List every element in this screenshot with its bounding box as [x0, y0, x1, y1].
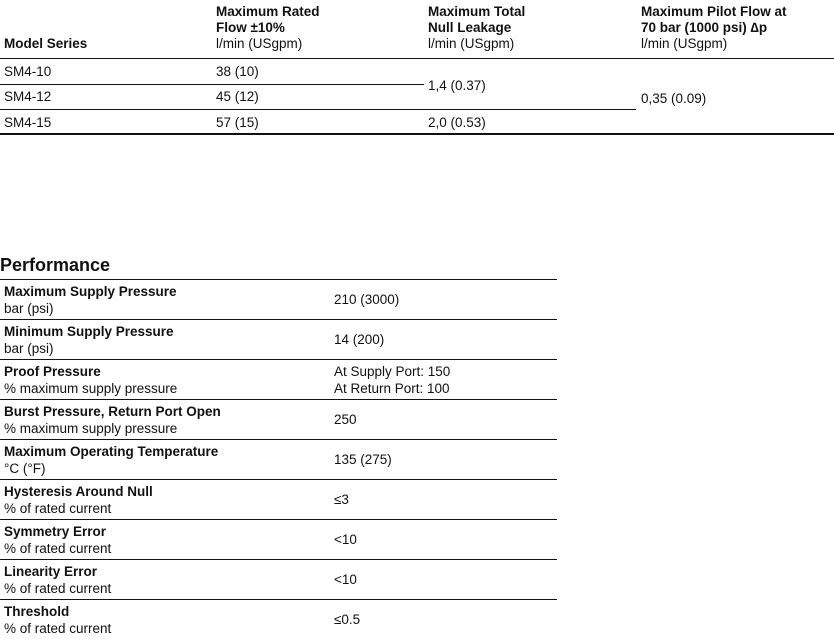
perf-row-value-supply-port: At Supply Port: 150: [334, 364, 451, 379]
header-null-leakage-unit: l/min (USgpm): [428, 36, 515, 51]
perf-row-name: Threshold: [4, 604, 70, 619]
perf-row-symmetry-error: [0, 519, 557, 559]
perf-row-unit: bar (psi): [4, 301, 54, 316]
perf-row-unit: bar (psi): [4, 341, 54, 356]
perf-row-value: <10: [334, 532, 357, 547]
row-rated-flow: 57 (15): [216, 115, 259, 130]
header-divider: [0, 58, 834, 59]
perf-row-unit: % of rated current: [4, 541, 112, 556]
perf-row-threshold: [0, 599, 557, 639]
header-null-leakage-line2: Null Leakage: [428, 20, 512, 35]
row-rated-flow: 38 (10): [216, 64, 259, 79]
header-pilot-flow-unit: l/min (USgpm): [641, 36, 728, 51]
perf-row-unit: % maximum supply pressure: [4, 421, 178, 436]
perf-row-proof-pressure: [0, 359, 557, 399]
perf-row-name: Hysteresis Around Null: [4, 484, 153, 499]
perf-row-hysteresis: [0, 479, 557, 519]
perf-row-name: Maximum Operating Temperature: [4, 444, 219, 459]
perf-row-value: ≤3: [334, 492, 349, 507]
perf-row-unit: % of rated current: [4, 581, 112, 596]
null-leakage-sm4-15-value: 2,0 (0.53): [428, 115, 486, 130]
perf-row-name: Linearity Error: [4, 564, 98, 579]
header-null-leakage-line1: Maximum Total: [428, 4, 526, 19]
perf-row-max-supply-pressure: [0, 279, 557, 319]
perf-row-value: 14 (200): [334, 332, 385, 347]
header-rated-flow-unit: l/min (USgpm): [216, 36, 303, 51]
perf-row-name: Burst Pressure, Return Port Open: [4, 404, 221, 419]
header-model-series: Model Series: [4, 36, 88, 51]
performance-title: Performance: [0, 255, 111, 275]
perf-row-value: 250: [334, 412, 357, 427]
row-model: SM4-10: [4, 64, 52, 79]
perf-row-value: <10: [334, 572, 357, 587]
perf-row-value-return-port: At Return Port: 100: [334, 381, 450, 396]
null-leakage-merged-value: 1,4 (0.37): [428, 78, 486, 93]
perf-row-min-supply-pressure: [0, 319, 557, 359]
header-pilot-flow-line1: Maximum Pilot Flow at: [641, 4, 787, 19]
perf-row-linearity-error: [0, 559, 557, 599]
header-rated-flow-line1: Maximum Rated: [216, 4, 320, 19]
row-divider: [0, 109, 636, 110]
perf-row-unit: % maximum supply pressure: [4, 381, 178, 396]
performance-table: [0, 279, 557, 639]
row-model: SM4-15: [4, 115, 52, 130]
perf-row-value: 210 (3000): [334, 292, 400, 307]
perf-row-unit: °C (°F): [4, 461, 46, 476]
perf-row-unit: % of rated current: [4, 621, 112, 636]
row-divider: [0, 84, 424, 85]
perf-row-burst-pressure: [0, 399, 557, 439]
perf-row-name: Minimum Supply Pressure: [4, 324, 174, 339]
perf-row-name: Maximum Supply Pressure: [4, 284, 177, 299]
row-model: SM4-12: [4, 89, 52, 104]
row-rated-flow: 45 (12): [216, 89, 259, 104]
perf-row-value: 135 (275): [334, 452, 392, 467]
perf-row-unit: % of rated current: [4, 501, 112, 516]
table-bottom-rule: [0, 133, 834, 135]
header-pilot-flow-line2: 70 bar (1000 psi) ∆p: [641, 20, 768, 35]
perf-row-max-operating-temperature: [0, 439, 557, 479]
perf-row-value: ≤0.5: [334, 612, 361, 627]
perf-row-name: Proof Pressure: [4, 364, 101, 379]
pilot-flow-merged-value: 0,35 (0.09): [641, 91, 707, 106]
perf-row-name: Symmetry Error: [4, 524, 107, 539]
header-rated-flow-line2: Flow ±10%: [216, 20, 285, 35]
